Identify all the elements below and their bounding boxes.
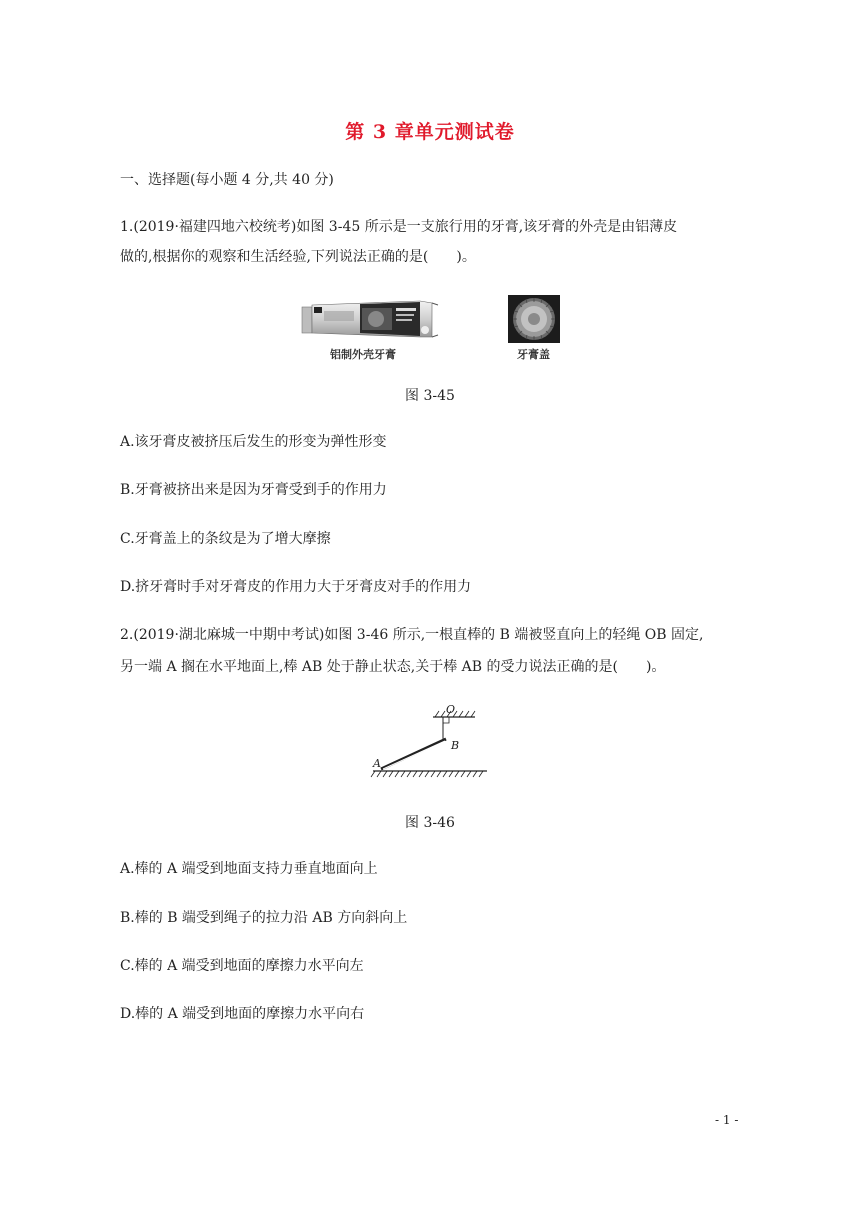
toothpaste-cap-image (508, 295, 560, 343)
rod-diagram (365, 703, 490, 781)
q2-stem-line2: 另一端 A 搁在水平地面上,棒 AB 处于静止状态,关于棒 AB 的受力说法正确的是( )。 (120, 659, 666, 675)
q1-option-b: B.牙膏被挤出来是因为牙膏受到手的作用力 (120, 482, 387, 498)
q2-option-d: D.棒的 A 端受到地面的摩擦力水平向右 (120, 1006, 365, 1022)
q2-option-c: C.棒的 A 端受到地面的摩擦力水平向左 (120, 958, 364, 974)
label-o: O (446, 703, 456, 716)
label-a: A (373, 757, 381, 770)
page-title: 第 3 章单元测试卷 (345, 121, 515, 143)
page-number: - 1 - (715, 1113, 739, 1127)
q1-stem-line1: 1.(2019·福建四地六校统考)如图 3-45 所示是一支旅行用的牙膏,该牙膏的外壳是由铝薄皮 (120, 219, 678, 235)
label-b: B (451, 739, 460, 752)
q1-option-d: D.挤牙膏时手对牙膏皮的作用力大于牙膏皮对手的作用力 (120, 579, 472, 595)
tube-caption: 铝制外壳牙膏 (330, 348, 396, 361)
figure-caption-3-45: 图 3-45 (405, 388, 455, 404)
q1-stem-line2: 做的,根据你的观察和生活经验,下列说法正确的是( )。 (120, 249, 476, 265)
q2-option-a: A.棒的 A 端受到地面支持力垂直地面向上 (120, 861, 378, 877)
q1-option-c: C.牙膏盖上的条纹是为了增大摩擦 (120, 531, 331, 547)
cap-caption: 牙膏盖 (517, 348, 550, 361)
figure-caption-3-46: 图 3-46 (405, 815, 455, 831)
q2-stem-line1: 2.(2019·湖北麻城一中期中考试)如图 3-46 所示,一根直棒的 B 端被竖直向上的轻绳 OB 固定, (120, 627, 704, 643)
q1-option-a: A.该牙膏皮被挤压后发生的形变为弹性形变 (120, 434, 387, 450)
toothpaste-tube-image (300, 299, 440, 339)
q2-option-b: B.棒的 B 端受到绳子的拉力沿 AB 方向斜向上 (120, 910, 408, 926)
section-heading: 一、选择题(每小题 4 分,共 40 分) (120, 172, 334, 188)
